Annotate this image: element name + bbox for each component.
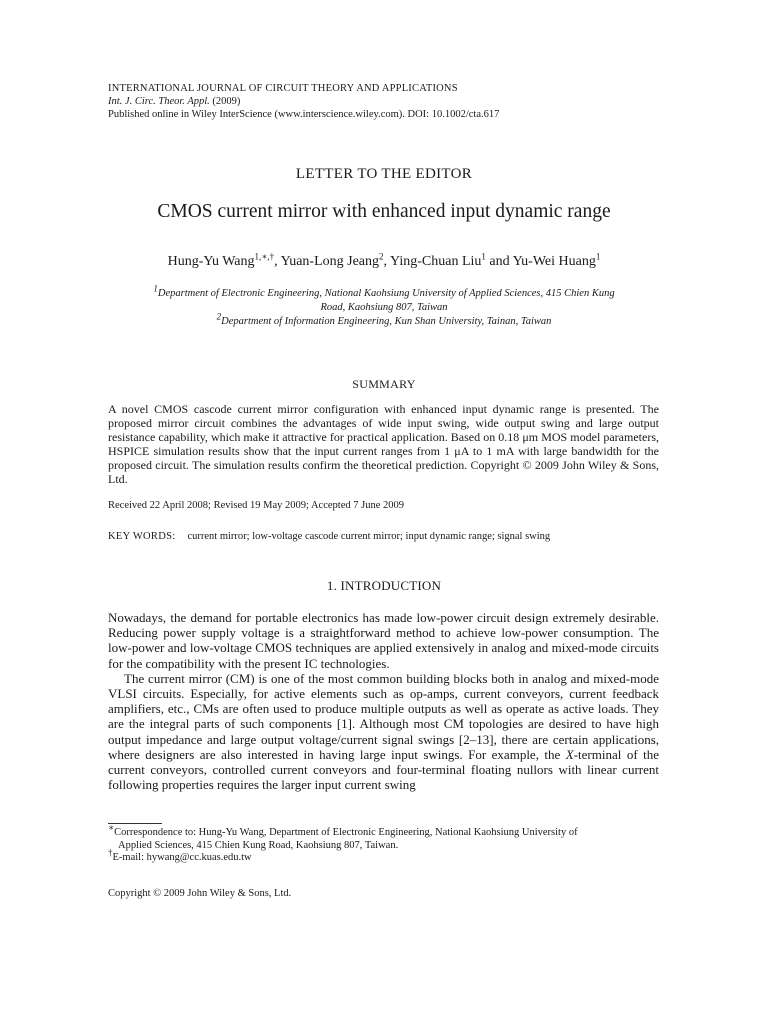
- author-sup: 2: [379, 251, 384, 262]
- article-title: CMOS current mirror with enhanced input dynamic range: [157, 201, 611, 222]
- summary-heading: SUMMARY: [352, 377, 416, 391]
- journal-citation: [108, 96, 240, 107]
- affiliation-1: $^1$Department of Electronic Engineering, National Kaohsiung University of Applied Sciences, 415 Chien Kung: [153, 283, 615, 299]
- correspondence-footnote-cont: Applied Sciences, 415 Chien Kung Road, Kaohsiung 807, Taiwan.: [118, 839, 399, 851]
- copyright: Copyright © 2009 John Wiley & Sons, Ltd.: [108, 888, 292, 899]
- keywords: [108, 531, 550, 542]
- author-sup: 1: [595, 251, 601, 262]
- publication-info: Published online in Wiley InterScience (www.interscience.wiley.com). DOI: 10.1002/cta.617: [108, 109, 500, 120]
- introduction-body: [108, 610, 659, 792]
- keywords-label: KEY WORDS:: [108, 531, 176, 542]
- author-list: Hung-Yu Wang$^{1,∗,\dagger}$, Yuan-Long Jeang$^2$, Ying-Chuan Liu$^1$ and Yu-Wei Huang$^1$: [167, 251, 601, 269]
- footnotes: [108, 822, 659, 865]
- author-name: Yuan-Long Jeang: [280, 254, 380, 269]
- author-name: Ying-Chuan Liu: [390, 254, 482, 269]
- email-link[interactable]: E-mail: hywang@cc.kuas.edu.tw: [112, 852, 252, 863]
- author-sup: 1,∗,†: [254, 251, 275, 262]
- journal-abbr: Int. J. Circ. Theor. Appl.: [108, 96, 210, 107]
- correspondence-footnote: ∗Correspondence to: Hung-Yu Wang, Department of Electronic Engineering, National Kaohsiung University of: [108, 822, 578, 838]
- section-heading: 1. INTRODUCTION: [326, 578, 442, 593]
- journal-name: INTERNATIONAL JOURNAL OF CIRCUIT THEORY AND APPLICATIONS: [108, 83, 458, 94]
- author-sup: 1: [481, 251, 486, 262]
- paragraph: Nowadays, the demand for portable electronics has made low-power circuit design extremely desirable. Reducing power supply voltage is a straightforward method to achieve low-power consumption. The low-power and low-voltage CMOS techniques are applied extensively in analog and mixed-mode circuits for the compatibility with the present IC technologies.: [108, 610, 659, 671]
- keywords-text: current mirror; low-voltage cascode current mirror; input dynamic range; signal swing: [187, 531, 551, 542]
- journal-year: (2009): [212, 96, 241, 107]
- article-type: LETTER TO THE EDITOR: [295, 166, 473, 182]
- paragraph: The current mirror (CM) is one of the most common building blocks both in analog and mixed-mode VLSI circuits. Especially, for active elements such as op-amps, current conveyors, current feedback amplifiers, etc., CMs are often used to produce multiple outputs as well as operate as active loads. They are the integral parts of such components [1]. Although most CM topologies are desired to have high output impedance and large output voltage/current signal swings [2–13], there are certain applications, where designers are also interested in having large input swings. For example, the X-terminal of the current conveyors, controlled current conveyors and four-terminal floating nullors with linear current following properties requires the larger input current swing: [108, 670, 659, 793]
- affiliation-1-cont: Road, Kaohsiung 807, Taiwan: [320, 302, 448, 313]
- article-dates: Received 22 April 2008; Revised 19 May 2009; Accepted 7 June 2009: [108, 500, 404, 511]
- affiliation-2: $^2$Department of Information Engineering, Kun Shan University, Tainan, Taiwan: [216, 311, 552, 327]
- abstract-text: A novel CMOS cascode current mirror configuration with enhanced input dynamic range is presented. The proposed mirror circuit combines the advantages of wide input swing, wide output swing and large output resistance capability, which make it attractive for practical application. Based on 0.18 μm MOS model parameters, HSPICE simulation results show that the input current ranges from 1 μA to 1 mA with large bandwidth for the proposed circuit. The simulation results confirm the theoretical prediction. Copyright © 2009 John Wiley & Sons, Ltd.: [108, 402, 659, 486]
- author-name: Hung-Yu Wang: [167, 254, 255, 269]
- email-footnote: †E-mail: hywang@cc.kuas.edu.tw: [108, 847, 252, 863]
- footnote-rule: [108, 823, 162, 824]
- author-name: Yu-Wei Huang: [512, 254, 596, 269]
